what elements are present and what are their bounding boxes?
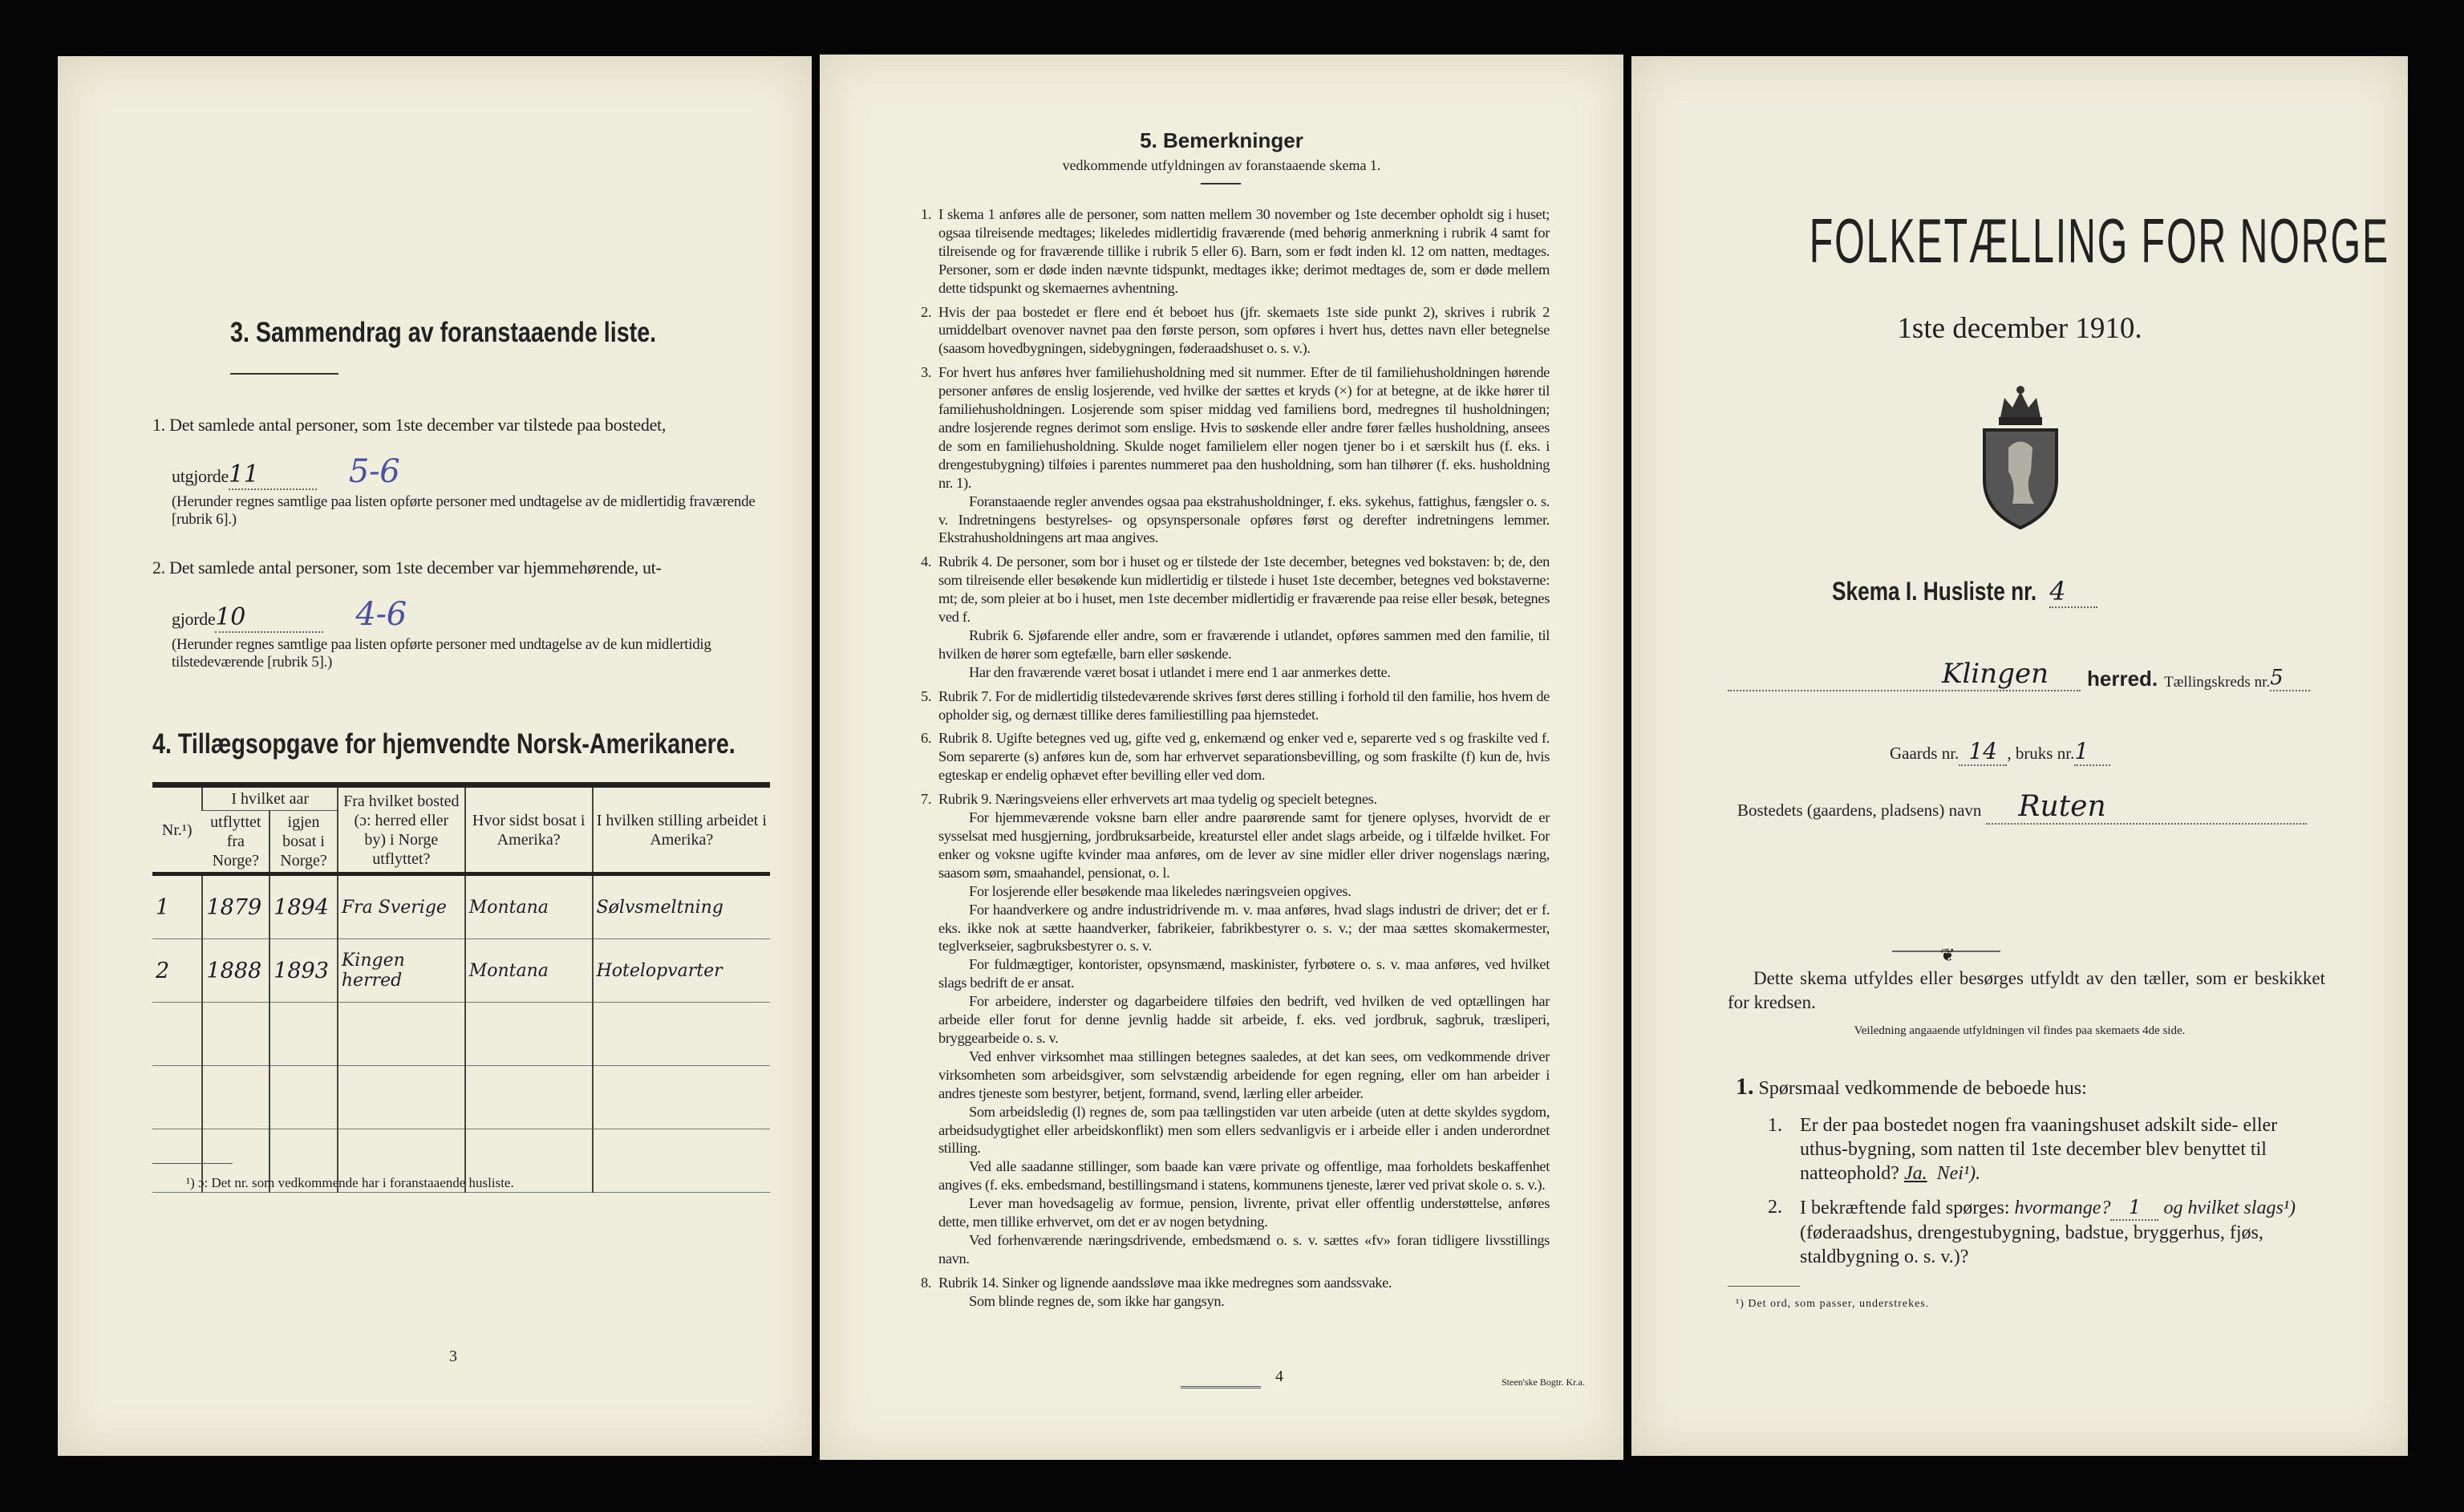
- section3-body: [152, 415, 770, 671]
- remark-item: [921, 553, 1550, 681]
- cell-from-place: [338, 1066, 465, 1129]
- guidance-text: Veiledning angaaende utfyldningen vil findes paa skemaets 4de side.: [1854, 1024, 2186, 1037]
- cell-from-place: [338, 1003, 465, 1066]
- herred-value: Klingen: [1728, 658, 2081, 691]
- form-title: [1631, 205, 2408, 278]
- remark-paragraph: Rubrik 7. For de midlertidig tilstedeværende skrives først deres stilling i forhold til den familie, hos hvem de opholder sig, og dernæst tillike deres familiestilling paa hjemstedet.: [938, 687, 1550, 723]
- husliste-nr: 4: [2049, 576, 2097, 608]
- col-emigrated: utflyttet fra Norge?: [202, 811, 270, 874]
- remark-paragraph: Har den fraværende været bosat i utlandet i mere end 1 aar anmerkes dette.: [969, 663, 1391, 680]
- remark-item: [921, 303, 1550, 359]
- remark-item: [921, 1274, 1550, 1311]
- cell-from-place: Kingen herred: [338, 939, 465, 1003]
- col-year-group: I hvilket aar: [202, 785, 337, 811]
- cell-america-place: [465, 1003, 593, 1066]
- remarks-heading: 5. Bemerkninger: [1140, 128, 1303, 152]
- table-row: [152, 1066, 770, 1129]
- remark-paragraph: Lever man hovedsagelig av formue, pension, livrente, privat eller offentlig understøttelse, anføres dette, men tillike erhvervet, om det er av nogen betydning.: [938, 1195, 1550, 1230]
- herred-label: herred.: [2087, 667, 2158, 691]
- bosted-line: [1737, 790, 2307, 825]
- q2-value: 1: [2110, 1195, 2158, 1221]
- middle-page: [820, 55, 1623, 1460]
- item1-annotation: 5-6: [348, 453, 400, 490]
- gaards-line: Gaards nr. 14 , bruks nr.1: [1890, 738, 2110, 766]
- q2-text-a: I bekræftende fald spørges:: [1800, 1198, 2010, 1218]
- remark-number: 4.: [921, 553, 932, 570]
- col-nr: Nr.¹): [152, 785, 202, 874]
- table-row: [152, 1003, 770, 1066]
- remark-number: 2.: [921, 303, 932, 320]
- norsk-amerikanere-table: [152, 782, 770, 1193]
- bosted-label: Bostedets (gaardens, pladsens) navn: [1737, 801, 1982, 820]
- remark-item: [921, 687, 1550, 724]
- page-number: 3: [449, 1348, 457, 1365]
- remark-paragraph: For hvert hus anføres hver familiehusholdning med sit nummer. Efter de til familiehusholdningen hørende personer anføres de enslig losjerende, ved hvilke der sættes et kryds (×) for at betegne, at de ikke hører til familiehusholdningen. Losjerende som spiser middag ved familiens bord, medregnes til husholdningen; andre losjerende regnes derimot som enslige. Hvis to søskende eller andre fører fælles husholdning, ansees de som en familiehusholdning. Skulde noget familielem eller nogen tjener bo i et særskilt hus (f. eks. i drengestubygning) tilføies i parentes nummeret paa den husholdning, som han tilhører (f. eks. husholdning nr. 1).: [938, 364, 1550, 491]
- q1-text: Er der paa bostedet nogen fra vaaningshuset adskilt side- eller uthus-bygning, som natten til 1ste december blev benyttet til natteophold?: [1800, 1115, 2278, 1184]
- remark-paragraph: Hvis der paa bostedet er flere end ét beboet hus (jfr. skemaets 1ste side punkt 2), skrives i rubrik 2 umiddelbart ovenover navnet paa den første person, som opføres i hvert hus, dettes navn eller betegnelse (saasom hovedbygningen, sidebygningen, føderaadshuset o. s. v.).: [938, 303, 1550, 357]
- remark-paragraph: Som arbeidsledig (l) regnes de, som paa tællingstiden var uten arbeide (uten at dette skyldes sygdom, arbeidsudygtighet eller arbeidskonflikt) men som ellers sedvanligvis er i arbeide eller i anden underordnet stilling.: [938, 1103, 1550, 1157]
- remark-paragraph: Ved alle saadanne stillinger, som baade kan være private og offentlige, maa forholdets beskaffenhet angives (f. eks. embedsmand, bestillingsmand i statens, kommunens tjeneste, lærer ved privat skole o. s. v.).: [938, 1158, 1550, 1194]
- cell-occupation: Sølvsmeltning: [593, 874, 770, 939]
- cell-emigrated: 1879: [202, 874, 270, 939]
- q2-text-c: (føderaadshus, drengestubygning, badstue, bryggerhus, fjøs, staldbygning o. s. v.)?: [1800, 1222, 2263, 1267]
- cell-nr: 2: [152, 939, 202, 1003]
- divider: [230, 373, 338, 375]
- remark-paragraph: Rubrik 8. Ugifte betegnes ved ug, gifte ved g, enkemænd og enker ved e, separerte ved s og fraskilte ved f. Som separerte (s) anføres kun de, som har erhvervet separationsbevilling, og som fraskilte (f) kun de, hvis egteskap er endelig ophævet efter bevilling eller ved dom.: [938, 730, 1550, 784]
- remark-paragraph: Rubrik 14. Sinker og lignende aandssløve maa ikke medregnes som aandssvake.: [938, 1274, 1392, 1291]
- remark-number: 7.: [921, 791, 932, 808]
- col-occupation: I hvilken stilling arbeidet i Amerika?: [593, 785, 770, 874]
- remark-paragraph: For haandverkere og andre industridrivende m. v. maa anføres, hvad slags industri de driver; det er f. eks. ikke nok at sætte haandverker, fabrikeier, fabrikbestyrer o. s. v.; der maa sættes skomakermester, teglverkseier, sagbruksbestyrer o. s. v.: [938, 901, 1550, 955]
- cell-occupation: [593, 1003, 770, 1066]
- item2-text: 2. Det samlede antal personer, som 1ste december var hjemmehørende, ut-: [152, 557, 662, 578]
- section4-footnote: ¹) ɔ: Det nr. som vedkommende har i foranstaaende husliste.: [186, 1175, 514, 1190]
- section4-heading: 4. Tillægsopgave for hjemvendte Norsk-Amerikanere.: [152, 728, 736, 760]
- remark-paragraph: For losjerende eller besøkende maa likeledes næringsveien opgives.: [969, 882, 1352, 899]
- form-title-text: FOLKETÆLLING FOR NORGE: [1809, 205, 2390, 276]
- section3-heading: 3. Sammendrag av foranstaaende liste.: [230, 317, 657, 348]
- remarks-list: [921, 205, 1550, 1316]
- end-rule: [1181, 1386, 1261, 1388]
- remark-number: 1.: [921, 206, 932, 222]
- cell-america-place: Montana: [465, 939, 593, 1003]
- q2-howmany: hvormange?: [2014, 1198, 2111, 1218]
- remark-paragraph: Foranstaaende regler anvendes ogsaa paa ekstrahusholdninger, f. eks. sykehus, fattighus, fængsler o. s. v. Indretningens bestyrelses- og opsynspersonale opføres først og derefter indretningens lemmer. Ekstrahusholdningens art maa angives.: [938, 493, 1550, 546]
- remark-paragraph: I skema 1 anføres alle de personer, som natten mellem 30 november og 1ste december opholdt sig i huset; ogsaa tilreisende medtages; likeledes midlertidig fraværende (med behørig anmerkning i rubrik 4 samt for tilreisende og for fraværende tillike i rubrik 5 eller 6). Barn, som er født inden kl. 12 om natten, medtages. Personer, som er døde inden nævnte tidspunkt, medtages ikke; derimot medtages de, som er døde mellem dette tidspunkt og skemaernes avhentning.: [938, 206, 1550, 296]
- remark-paragraph: For fuldmægtiger, kontorister, opsynsmænd, maskinister, fyrbøtere o. s. v. maa anføres, ved hvilket slags bedrift de er ansat.: [938, 956, 1550, 991]
- bruks-value: 1: [2074, 738, 2110, 766]
- remark-number: 3.: [921, 364, 932, 381]
- item1-value: 11: [229, 460, 317, 490]
- item1-text: 1. Det samlede antal personer, som 1ste december var tilstede paa bostedet,: [152, 415, 667, 435]
- gaards-label: Gaards nr.: [1890, 744, 1959, 763]
- item1-note: (Herunder regnes samtlige paa listen opførte personer med undtagelse av de midlertidig fraværende [rubrik 6].): [172, 493, 756, 528]
- q2-text-b: og hvilket slags¹): [2163, 1198, 2296, 1218]
- herred-line: [1728, 658, 2337, 691]
- cell-returned: 1894: [270, 874, 338, 939]
- remark-paragraph: Ved forhenværende næringsdrivende, embedsmænd o. s. v. sættes «fv» foran tidligere livsstillings navn.: [938, 1231, 1550, 1267]
- page-number: 4: [1275, 1368, 1283, 1385]
- remark-paragraph: Rubrik 9. Næringsveiens eller erhvervets art maa tydelig og specielt betegnes.: [938, 791, 1377, 808]
- col-from-place: Fra hvilket bosted (ɔ: herred eller by) i Norge utflyttet?: [338, 785, 465, 874]
- remark-item: [921, 205, 1550, 298]
- kreds-value: 5: [2270, 666, 2310, 691]
- remark-paragraph: Rubrik 6. Sjøfarende eller andre, som er fraværende i utlandet, opføres sammen med den familie, til hvilken de hører som egtefælle, barn eller søskende.: [938, 626, 1550, 662]
- item2-value: 10: [215, 603, 323, 633]
- questions-heading-num: 1.: [1736, 1073, 1754, 1100]
- bosted-value: Ruten: [1986, 790, 2307, 825]
- cell-emigrated: [202, 1066, 270, 1129]
- cell-nr: [152, 1003, 202, 1066]
- col-returned: igjen bosat i Norge?: [270, 811, 338, 874]
- kreds-label: Tællingskreds nr.: [2164, 674, 2271, 691]
- cell-returned: [270, 1003, 338, 1066]
- cell-emigrated: [202, 1003, 270, 1066]
- q1-nei: Nei¹).: [1936, 1163, 1981, 1184]
- item2-label: gjorde: [172, 609, 216, 629]
- cell-nr: [152, 1066, 202, 1129]
- cell-emigrated: 1888: [202, 939, 270, 1003]
- divider: [1201, 183, 1241, 184]
- cell-occupation: Hotelopvarter: [593, 939, 770, 1003]
- right-page: [1631, 56, 2408, 1456]
- cell-occupation: [593, 1129, 770, 1193]
- remarks-subheading: vedkommende utfyldningen av foranstaaende skema 1.: [1062, 157, 1381, 173]
- remark-number: 6.: [921, 730, 932, 747]
- cell-america-place: [465, 1066, 593, 1129]
- cell-america-place: Montana: [465, 874, 593, 939]
- question-1: [1768, 1113, 2325, 1186]
- remark-item: [921, 790, 1550, 1268]
- questions-heading-text: Spørsmaal vedkommende de beboede hus:: [1758, 1078, 2087, 1099]
- remark-paragraph: Ved enhver virksomhet maa stillingen betegnes saaledes, at det kan sees, om vedkommende driver virksomheten som arbeidsgiver, som selvstændig arbeidende for egen regning, eller om han arbeider i andres tjeneste som bestyrer, betjent, formand, svend, lærling eller arbeider.: [938, 1048, 1550, 1101]
- skema-label: Skema I. Husliste nr.: [1832, 577, 2037, 606]
- remark-paragraph: Rubrik 4. De personer, som bor i huset og er tilstede der 1ste december, betegnes ved bokstaven: b; de, den som tilreisende eller besøkende kun midlertidig er tilstede i huset 1ste december, betegnes ved bokstaverne: mt; de, som pleier at bo i huset, men 1ste december midlertidig er fraværende paa reise eller besøk, betegnes ved f.: [938, 553, 1550, 626]
- skema-line: [1832, 576, 2097, 608]
- col-america-place: Hvor sidst bosat i Amerika?: [465, 785, 593, 874]
- item1-label: utgjorde: [172, 466, 229, 486]
- q1-ja: Ja.: [1903, 1163, 1927, 1184]
- gaards-value: 14: [1959, 738, 2007, 766]
- footnote-rule: [152, 1163, 233, 1164]
- remark-number: 8.: [921, 1274, 932, 1291]
- remark-item: [921, 729, 1550, 784]
- intro-text: Dette skema utfyldes eller besørges utfyldt av den tæller, som er beskikket for kredsen.: [1728, 968, 2325, 1012]
- questions-heading: [1736, 1073, 2087, 1101]
- table-row: [152, 874, 770, 939]
- right-footnote: ¹) Det ord, som passer, understrekes.: [1736, 1298, 1930, 1310]
- cell-occupation: [593, 1066, 770, 1129]
- remark-paragraph: Som blinde regnes de, som ikke har gangsyn.: [969, 1292, 1225, 1309]
- cell-from-place: Fra Sverige: [338, 874, 465, 939]
- printer-credit: Steen'ske Bogtr. Kr.a.: [1502, 1376, 1585, 1388]
- question-2: [1768, 1195, 2325, 1269]
- left-page: [58, 56, 812, 1456]
- cell-returned: [270, 1066, 338, 1129]
- ornament-icon: ❦: [1940, 945, 1955, 965]
- remark-number: 5.: [921, 687, 932, 704]
- q2-num: 2.: [1768, 1197, 1782, 1218]
- remark-paragraph: For arbeidere, inderster og dagarbeidere tilføies den bedrift, ved hvilken de ved optællingen har arbeide eller forut for denne jevnlig hadde sit arbeide, f. eks. ved jordbruk, sagbruk, træsliperi, bryggearbeide o. s. v.: [938, 993, 1550, 1046]
- cell-returned: 1893: [270, 939, 338, 1003]
- footnote-rule: [1728, 1286, 1800, 1287]
- item2-note: (Herunder regnes samtlige paa listen opførte personer med undtagelse av de kun midlertidig tilstedeværende [rubrik 5].): [172, 636, 711, 671]
- table-row: [152, 939, 770, 1003]
- remark-item: [921, 363, 1550, 547]
- census-date: 1ste december 1910.: [1897, 312, 2142, 345]
- q1-num: 1.: [1768, 1115, 1782, 1136]
- bruks-label: bruks nr.: [2015, 744, 2075, 763]
- remark-paragraph: For hjemmeværende voksne barn eller andre paarørende samt for tjenere oplyses, hvorvidt de er sysselsat med husgjerning, jordbruksarbeide, kreaturstel eller andet slags arbeide, og i tilfælde hvilket. For enker og voksne ugifte kvinder maa anføres, om de lever av sine midler eller driver nogenslags næring, saasom søm, smaahandel, pensionat, o. l.: [938, 809, 1550, 881]
- item2-annotation: 4-6: [355, 596, 407, 633]
- coat-of-arms-icon: [1976, 383, 2065, 532]
- cell-nr: 1: [152, 874, 202, 939]
